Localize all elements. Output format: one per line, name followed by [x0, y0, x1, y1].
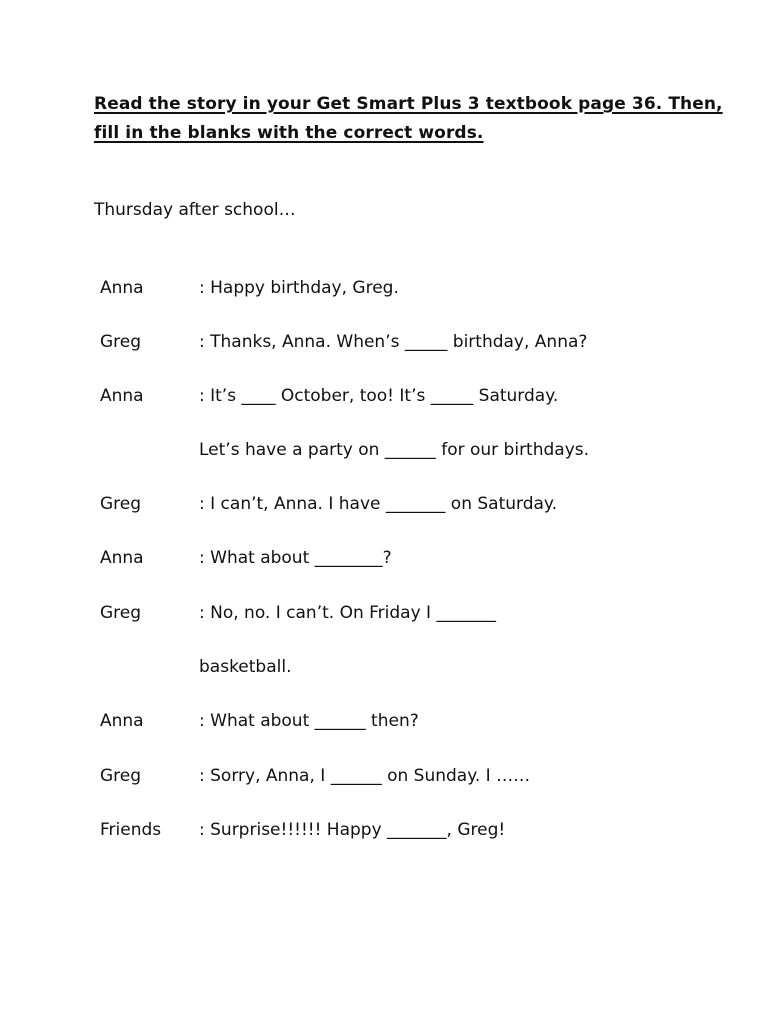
speaker-name: Anna: [100, 711, 144, 731]
dialogue-text: : What about ________?: [199, 548, 392, 568]
dialogue-line: [0, 329, 768, 355]
dialogue-text: : It’s ____ October, too! It’s _____ Saturday.: [199, 386, 559, 406]
dialogue-line: [0, 817, 768, 843]
dialogue-text: : Surprise!!!!!! Happy _______, Greg!: [199, 820, 506, 840]
dialogue-text: basketball.: [199, 657, 292, 677]
dialogue-line: [0, 545, 768, 571]
dialogue-line: [0, 437, 768, 463]
story-intro: Thursday after school…: [94, 200, 296, 220]
speaker-name: Anna: [100, 548, 144, 568]
dialogue-text: : Happy birthday, Greg.: [199, 278, 399, 298]
speaker-name: Greg: [100, 766, 142, 786]
speaker-name: Anna: [100, 386, 144, 406]
speaker-name: Greg: [100, 494, 142, 514]
dialogue-line: [0, 654, 768, 680]
speaker-name: Greg: [100, 603, 142, 623]
dialogue-text: : Sorry, Anna, I ______ on Sunday. I ……: [199, 766, 531, 786]
dialogue-text: : Thanks, Anna. When’s _____ birthday, Anna?: [199, 332, 588, 352]
dialogue-text: Let’s have a party on ______ for our birthdays.: [199, 440, 590, 460]
dialogue-line: [0, 708, 768, 734]
speaker-name: Anna: [100, 278, 144, 298]
dialogue-text: : I can’t, Anna. I have _______ on Saturday.: [199, 494, 557, 514]
instructions-heading: Read the story in your Get Smart Plus 3 textbook page 36. Then, fill in the blanks with the correct words.: [94, 94, 723, 143]
dialogue-line: [0, 491, 768, 517]
dialogue-line: [0, 383, 768, 409]
dialogue-line: [0, 600, 768, 626]
dialogue-line: [0, 763, 768, 789]
dialogue-text: : What about ______ then?: [199, 711, 419, 731]
speaker-name: Friends: [100, 820, 162, 840]
speaker-name: Greg: [100, 332, 142, 352]
dialogue-text: : No, no. I can’t. On Friday I _______: [199, 603, 496, 623]
dialogue-line: [0, 275, 768, 301]
